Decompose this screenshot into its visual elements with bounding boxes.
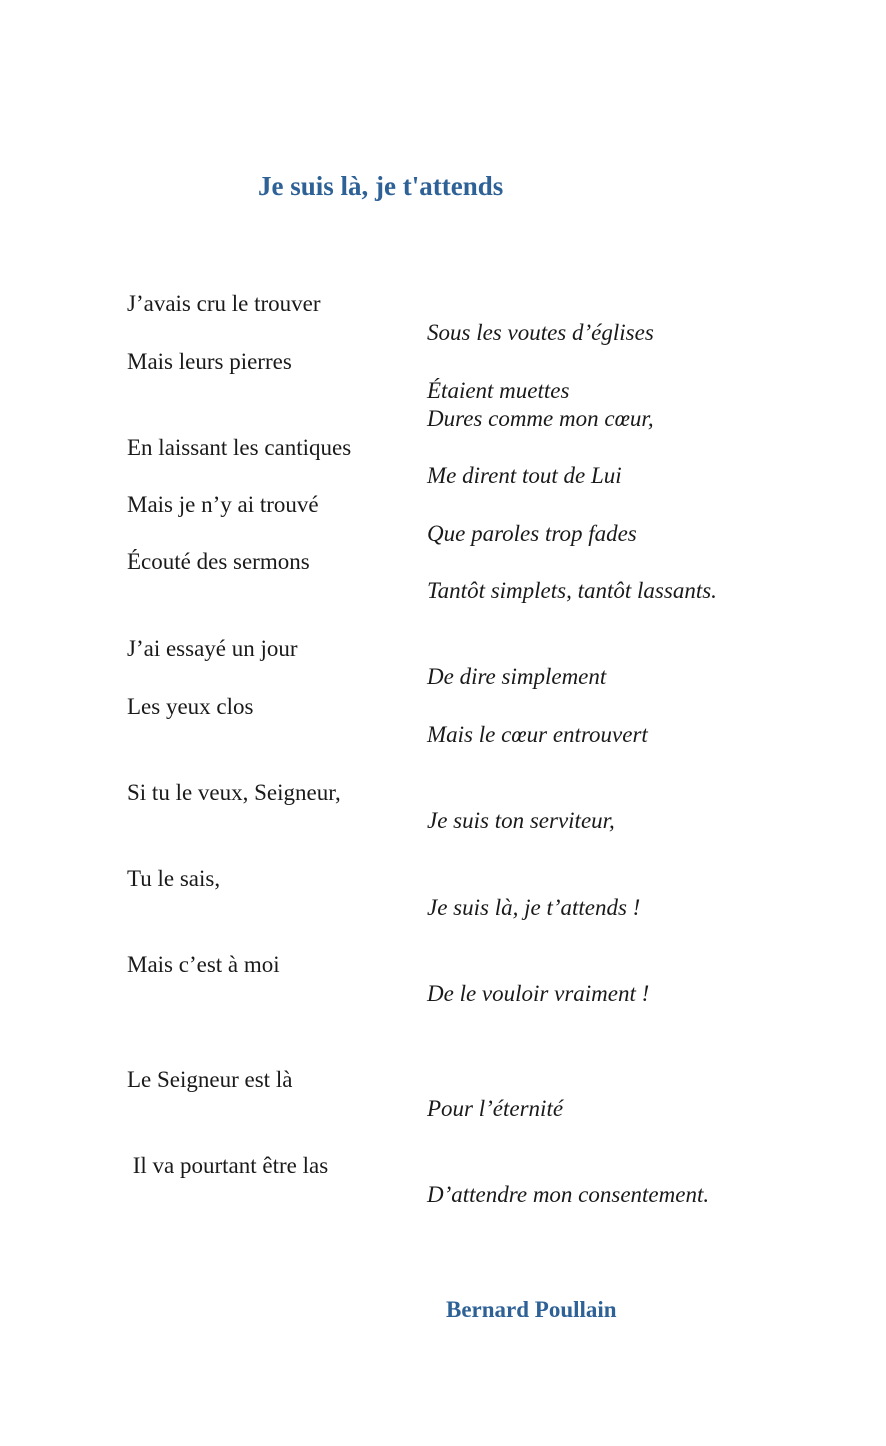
- poem-line-left: Mais je n’y ai trouvé: [127, 492, 319, 517]
- poem-line-left: Il va pourtant être las: [127, 1153, 329, 1178]
- poem-line-right: De le vouloir vraiment !: [427, 981, 650, 1006]
- poem-line-right: Me dirent tout de Lui: [427, 463, 622, 488]
- poem-line-right: Étaient muettes: [427, 378, 570, 403]
- poem-line-left: En laissant les cantiques: [127, 435, 352, 460]
- poem-line-right: Pour l’éternité: [427, 1096, 564, 1121]
- poem-line-left: Tu le sais,: [127, 866, 221, 891]
- poem-line-right: Sous les voutes d’églises: [427, 320, 654, 345]
- poem-line-left: J’ai essayé un jour: [127, 636, 298, 661]
- poem-line-left: Si tu le veux, Seigneur,: [127, 780, 341, 805]
- poem-line-left: Mais leurs pierres: [127, 349, 292, 374]
- poem-line-right: Tantôt simplets, tantôt lassants.: [427, 578, 717, 603]
- poem-line-right: D’attendre mon consentement.: [427, 1182, 710, 1207]
- poem-line-right: Dures comme mon cœur,: [427, 406, 654, 431]
- poem-line-right: De dire simplement: [427, 664, 607, 689]
- poem-line-right: Je suis là, je t’attends !: [427, 895, 641, 920]
- poem-line-left: Mais c’est à moi: [127, 952, 280, 977]
- poem-line-right: Mais le cœur entrouvert: [427, 722, 648, 747]
- poem-line-left: J’avais cru le trouver: [127, 291, 321, 316]
- poem-line-left: Le Seigneur est là: [127, 1067, 293, 1092]
- poem-line-right: Je suis ton serviteur,: [427, 808, 615, 833]
- poem-line-left: Les yeux clos: [127, 694, 254, 719]
- poem-line-left: Écouté des sermons: [127, 549, 310, 574]
- poem-author: Bernard Poullain: [446, 1297, 617, 1322]
- poem-title: Je suis là, je t'attends: [258, 171, 504, 201]
- poem-line-right: Que paroles trop fades: [427, 521, 637, 546]
